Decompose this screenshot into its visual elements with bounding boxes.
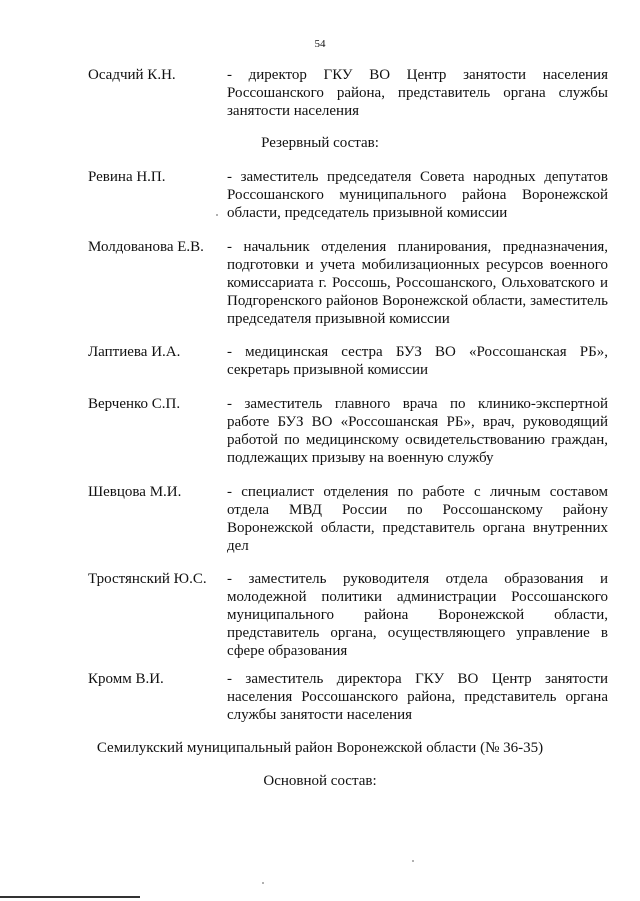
main-composition-heading: Основной состав: xyxy=(263,773,377,789)
scan-speck xyxy=(216,214,218,216)
district-section-heading: Семилукский муниципальный район Воронежской области (№ 36-35) xyxy=(96,740,544,756)
member-role: - заместитель директора ГКУ ВО Центр занятости населения Россошанского района, представитель органа службы занятости населения xyxy=(227,671,608,723)
member-name: Ревина Н.П. xyxy=(88,169,166,185)
member-name: Верченко С.П. xyxy=(88,396,181,412)
member-name: Тростянский Ю.С. xyxy=(88,571,207,587)
member-role: - заместитель председателя Совета народных депутатов Россошанского муниципального района Воронежской области, председатель призывной комиссии xyxy=(227,169,608,221)
scan-speck xyxy=(262,882,264,884)
member-role: - директор ГКУ ВО Центр занятости населения Россошанского района, представитель органа службы занятости населения xyxy=(227,67,608,119)
member-role: - заместитель руководителя отдела образования и молодежной политики администрации Россошанского муниципального района Воронежской области, представитель органа, осуществляющего управление в сфере образования xyxy=(227,571,608,659)
bottom-edge-rule xyxy=(0,896,140,898)
member-name: Шевцова М.И. xyxy=(88,484,182,500)
reserve-heading: Резервный состав: xyxy=(261,135,379,151)
page-number: 54 xyxy=(314,38,326,50)
member-role: - начальник отделения планирования, предназначения, подготовки и учета мобилизационных ресурсов военного комиссариата г. Россошь, Россошанского, Ольховатского и Подгоренского районов Воронежской области, заместитель председателя призывной комиссии xyxy=(227,239,608,327)
member-name: Осадчий К.Н. xyxy=(88,67,176,83)
scan-speck xyxy=(412,860,414,862)
member-name: Кромм В.И. xyxy=(88,671,164,687)
member-name: Молдованова Е.В. xyxy=(88,239,204,255)
member-name: Лаптиева И.А. xyxy=(88,344,181,360)
member-role: - специалист отделения по работе с личным составом отдела МВД России по Россошанскому району Воронежской области, представитель органа внутренних дел xyxy=(227,484,608,554)
member-role: - заместитель главного врача по клинико-экспертной работе БУЗ ВО «Россошанская РБ», врач, руководящий работой по медицинскому освидетельствованию граждан, подлежащих призыву на военную службу xyxy=(227,396,608,466)
member-role: - медицинская сестра БУЗ ВО «Россошанская РБ», секретарь призывной комиссии xyxy=(227,344,608,378)
